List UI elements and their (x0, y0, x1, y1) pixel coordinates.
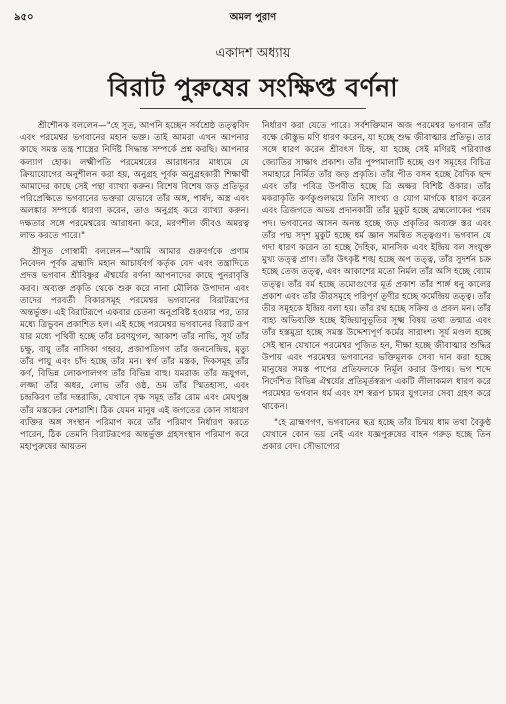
book-title: অমল পুরাণ (229, 12, 277, 23)
left-column (20, 120, 249, 695)
title-underline (140, 108, 366, 109)
chapter-label: একাদশ অধ্যায় (215, 46, 291, 61)
page-number: ৯৫০ (14, 12, 34, 23)
chapter-title: বিরাট পুরুষের সংক্ষিপ্ত বর্ণনা (108, 73, 398, 102)
paragraph: শ্রীসূত গোস্বামী বললেন—"আমি আমার গুরুবর্গকে প্রণাম নিবেদন পূর্বক ব্রহ্মাদি মহান আচার্যবর্গ কর্তৃক বেদ এবং তন্ত্রাদিতে প্রদত্ত ভগবান শ্রীবিষ্ণুর ঐশ্বর্যের বর্ণনা আপনাদের কাছে পুনরাবৃত্তি করব। অব্যক্ত প্রকৃতি থেকে শুরু করে নানা মৌলিক উপাদান এবং তাদের পরবর্তী বিকারসমূহ পরমেশ্বর ভগবানের বিরাটরূপের অন্তর্ভুক্ত। এই বিরাটরূপে একবার চেতনা অনুপ্রবিষ্ট হওয়ার পর, তার মধ্যে ত্রিভুবন প্রকাশিত হল। এই হচ্ছে পরমেশ্বর ভগবানের বিরাট রূপ যার মধ্যে পৃথিবী হচ্ছে তাঁর চরণযুগল, আকাশ তাঁর নাভি, সূর্য তাঁর চক্ষু, বায়ু তাঁর নাসিকা গহ্বর, প্রজাপতিগণ তাঁর জননেন্দ্রিয়, মৃত্যু তাঁর পায়ু এবং চাঁদ হচ্ছে তাঁর মন। স্বর্গ তাঁর মস্তক, দিকসমূহ তাঁর কর্ণ, বিভিন্ন লোকপালগণ তাঁর বিভিন্ন বাহু। যমরাজ তাঁর ভ্রূযুগল, লজ্জা তাঁর অধর, লোভ তাঁর ওষ্ঠ, ভ্রম তাঁর স্মিতহাস্য, এবং চন্দ্রকিরণ তাঁর দন্তরাজি, যেখানে বৃক্ষ সমূহ তাঁর রোম এবং মেঘপুঞ্জ তাঁর মস্তকের কেশরাশি। ঠিক যেমন মানুষ এই জগতের কোন সাধারণ ব্যক্তির অঙ্গ সংস্থান পরিমাপ করে তাঁর পরিমাণ নির্ধারণ করতে পারেন, ঠিক তেমনি বিরাটরূপের অন্তর্ভুক্ত গ্রহসংস্থান পরিমাপ করে মহাপুরুষের আয়তন (20, 247, 249, 453)
running-header (14, 10, 492, 26)
paragraph: নির্ধারণ করা যেতে পারে। সর্বশক্তিমান অজ পরমেশ্বর ভগবান তাঁর বক্ষে কৌস্তুভ মণি ধারণ করেন, যা হচ্ছে শুদ্ধ জীবাত্মার প্রতিভূ। তার সঙ্গে ধারণ করেন শ্রীবৎস চিহ্ন, যা হচ্ছে সেই মণিরই পরিব্যাপ্ত জ্যোতির সাক্ষাৎ প্রকাশ। তাঁর পুষ্পমালাটি হচ্ছে গুণ সমূহের বিচিত্র সমাহারে নির্মিত তাঁর জড় প্রকৃতি। তাঁর পীত বসন হচ্ছে বৈদিক ছন্দ এবং তাঁর পবিত্র উপবীত হচ্ছে ত্রি অক্ষর বিশিষ্ট ওঁকার। তাঁর মকরাকৃতি কর্ণকুণ্ডলদ্বয়ে তিনি সাংখ্য ও যোগ মার্গকে ধারণ করেন এবং ত্রিজগতে অভয় প্রদানকারী তাঁর মুকুট হচ্ছে ব্রহ্মলোকের পরম পদ। ভগবানের আসন অনন্ত হচ্ছে জড় প্রকৃতির অব্যক্ত স্তর এবং তাঁর পদ্ম সদৃশ মুকুট হচ্ছে ধর্ম জ্ঞান সমন্বিত সত্ত্বগুণ। ভগবান যে গদা ধারণ করেন তা হচ্ছে দৈহিক, মানসিক এবং ইন্দ্রিয় বল সংযুক্ত মুখ্য তত্ত্ব প্রাণ। তাঁর উৎকৃষ্ট শঙ্খ হচ্ছে অপ তত্ত্ব, তাঁর সুদর্শন চক্র হচ্ছে তেজ তত্ত্ব, এবং আকাশের মতো নির্মল তাঁর অসি হচ্ছে ব্যোম তত্ত্ব। তাঁর বর্ম হচ্ছে তমোগুণের মূর্ত প্রকাশ তাঁর শার্ঙ্গ ধনু কালের প্রকাশ এবং তাঁর তীরসমূহে পরিপূর্ণ তূণীর হচ্ছে কর্মেন্দ্রিয় তত্ত্ব। তাঁর তীর সমূহকে ইন্দ্রিয় বলা হয়। তাঁর রথ হচ্ছে সক্রিয় ও প্রবল মন। তাঁর বাহ্য অভিব্যক্তি হচ্ছে ইন্দ্রিয়ানুভূতির সূক্ষ্ম বিষয় তথা তন্মাত্র এবং তাঁর হস্তমুদ্রা হচ্ছে সমস্ত উদ্দেশ্যপূর্ণ কর্মের সারাংশ। সূর্য মণ্ডল হচ্ছে সেই স্থান যেখানে পরমেশ্বর পূজিত হন, দীক্ষা হচ্ছে জীবাত্মার শুদ্ধির উপায় এবং পরমেশ্বর ভগবানের ভক্তিমূলক সেবা দান করা হচ্ছে মানুষের সমস্ত পাপের প্রতিফলকে নির্মূল করার উপায়। ভগ শব্দে নির্দেশিত বিভিন্ন ঐশ্বর্যের প্রতিমূর্তস্বরূপ একটি লীলাকমল ধারণ করে পরমেশ্বর ভগবান ধর্ম এবং যশ স্বরূপ চামর যুগলের সেবা গ্রহণ করে থাকেন। (262, 121, 491, 412)
paragraph: "হে ব্রাহ্মণগণ, ভগবানের ছত্র হচ্ছে তাঁর চিন্ময় ধাম তথা বৈকুণ্ঠ যেখানে কোন ভয় নেই এবং যজ্ঞপুরুষের বাহন গরুড় হচ্ছে তিন প্রকার বেদ। সৌভাগ্যের (262, 417, 491, 453)
paragraph: শ্রীশৌনক বললেন—"হে সূত, আপনি হচ্ছেন সর্বশ্রেষ্ঠ তত্ত্ববিদ এবং পরমেশ্বর ভগবানের মহান ভক্ত। তাই আমরা এখন আপনার কাছে সমস্ত তন্ত্র শাস্ত্রের নির্দিষ্ট সিদ্ধান্ত সম্পর্কে প্রশ্ন করছি। আপনার কল্যাণ হোক। লক্ষ্মীপতি পরমেশ্বরের আরাধনার মাধ্যমে যে ক্রিয়াযোগের অনুশীলন করা হয়, অনুগ্রহ পূর্বক অনুগ্রহকারী শিক্ষার্থী আমাদের কাছে সেই পন্থা ব্যাখ্যা করুন। বিশেষ বিশেষ জড় প্রতিভূর পরিপ্রেক্ষিতে ভগবানের ভক্তরা যেভাবে তাঁর অঙ্গ, পার্ষদ, অস্ত্র এবং অলঙ্কার সম্পর্কে ধারণা করেন, তাও অনুগ্রহ করে ব্যাখ্যা করুন। দক্ষতার সঙ্গে পরমেশ্বরের আরাধনা করে, মরণশীল জীবও অমরত্ব লাভ করতে পারে।" (20, 121, 249, 241)
right-column (262, 120, 491, 695)
